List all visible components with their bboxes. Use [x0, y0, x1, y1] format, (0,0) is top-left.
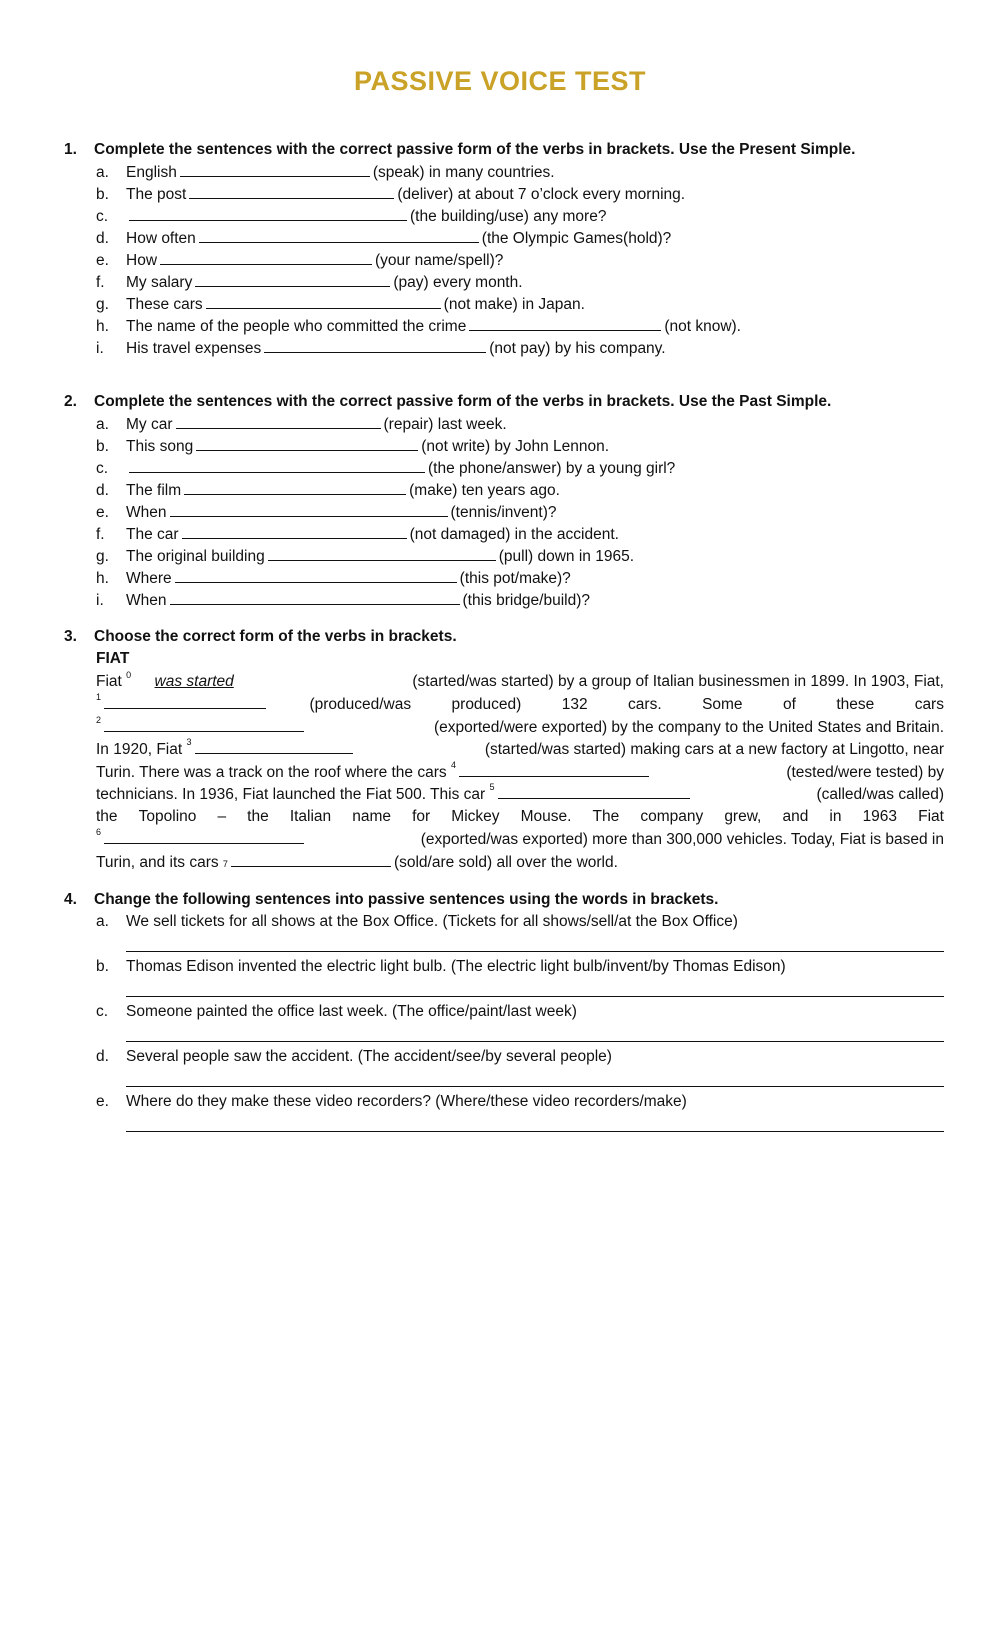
list-item: d. The film (make) ten years ago.	[96, 479, 944, 501]
list-item: a. English (speak) in many countries.	[96, 161, 944, 183]
question-2-items	[96, 413, 944, 611]
paragraph-line: the Topolino – the Italian name for Mickey Mouse. The company grew, and in 1963 Fiat	[96, 807, 944, 825]
list-item: b. The post (deliver) at about 7 o’clock every morning.	[96, 183, 944, 205]
example-answer: was started	[154, 672, 234, 690]
fiat-paragraph	[96, 648, 944, 873]
fiat-heading: FIAT	[96, 650, 130, 667]
paragraph-line: technicians. In 1936, Fiat launched the Fiat 500. This car $^5$ (called/was called)	[96, 782, 944, 803]
answer-blank[interactable]	[199, 227, 479, 243]
answer-line[interactable]	[126, 1023, 944, 1042]
list-item: f. The car (not damaged) in the accident.	[96, 523, 944, 545]
answer-blank[interactable]	[170, 589, 460, 605]
answer-blank[interactable]	[104, 828, 304, 844]
list-item: e. How (your name/spell)?	[96, 249, 944, 271]
list-item: c. Someone painted the office last week. (The office/paint/last week)	[96, 1003, 577, 1020]
list-item: e. Where do they make these video recorders? (Where/these video recorders/make)	[96, 1093, 687, 1110]
list-item: i. When (this bridge/build)?	[96, 589, 944, 611]
answer-blank[interactable]	[498, 783, 690, 799]
answer-blank[interactable]	[176, 413, 381, 429]
question-1-items	[96, 161, 944, 359]
paragraph-line: Fiat $^0$ was started (started/was started) by a group of Italian businessmen in 1899. In 1903, Fiat,	[96, 671, 944, 694]
paragraph-line: $^1$ (produced/was produced) 132 cars. Some of these cars	[96, 692, 944, 713]
list-item: a. My car (repair) last week.	[96, 413, 944, 435]
paragraph-line: In 1920, Fiat $^3$ (started/was started) making cars at a new factory at Lingotto, near	[96, 737, 944, 758]
paragraph-line: $^2$ (exported/were exported) by the company to the United States and Britain.	[96, 714, 944, 736]
list-item: f. My salary (pay) every month.	[96, 271, 944, 293]
list-item: c. (the building/use) any more?	[96, 205, 944, 227]
list-item: c. (the phone/answer) by a young girl?	[96, 457, 944, 479]
answer-blank[interactable]	[170, 501, 448, 517]
list-item: e. When (tennis/invent)?	[96, 501, 944, 523]
list-item: b. Thomas Edison invented the electric light bulb. (The electric light bulb/invent/by Thomas Edison)	[96, 958, 786, 975]
answer-line[interactable]	[126, 1113, 944, 1132]
list-item: d. How often (the Olympic Games(hold)?	[96, 227, 944, 249]
answer-line[interactable]	[126, 1068, 944, 1087]
list-item: h. The name of the people who committed the crime (not know).	[96, 315, 944, 337]
answer-blank[interactable]	[231, 851, 391, 867]
answer-line[interactable]	[126, 978, 944, 997]
question-3	[64, 626, 944, 873]
question-4	[64, 889, 944, 1136]
question-4-items	[96, 911, 944, 1132]
answer-blank[interactable]	[175, 567, 457, 583]
answer-line[interactable]	[126, 933, 944, 952]
question-2	[64, 391, 944, 611]
answer-blank[interactable]	[195, 271, 390, 287]
paragraph-line: Turin. There was a track on the roof where the cars $^4$ (tested/were tested) by	[96, 759, 944, 781]
list-item: d. Several people saw the accident. (The accident/see/by several people)	[96, 1048, 612, 1065]
question-4-instruction: 4. Change the following sentences into passive sentences using the words in brackets.	[64, 891, 719, 908]
list-item: g. These cars (not make) in Japan.	[96, 293, 944, 315]
question-1	[64, 139, 944, 359]
list-item: i. His travel expenses (not pay) by his company.	[96, 337, 944, 359]
answer-blank[interactable]	[129, 205, 407, 221]
question-3-instruction: 3. Choose the correct form of the verbs in brackets.	[64, 628, 457, 645]
list-item: a. We sell tickets for all shows at the Box Office. (Tickets for all shows/sell/at the Box Office)	[96, 913, 738, 930]
list-item: b. This song (not write) by John Lennon.	[96, 435, 944, 457]
question-1-instruction: 1. Complete the sentences with the correct passive form of the verbs in brackets. Use the Present Simple.	[64, 141, 856, 158]
answer-blank[interactable]	[182, 523, 407, 539]
list-item: g. The original building (pull) down in 1965.	[96, 545, 944, 567]
list-item: h. Where (this pot/make)?	[96, 567, 944, 589]
question-2-instruction: 2. Complete the sentences with the correct passive form of the verbs in brackets. Use the Past Simple.	[64, 393, 832, 410]
answer-blank[interactable]	[180, 161, 370, 177]
answer-blank[interactable]	[104, 716, 304, 732]
answer-blank[interactable]	[104, 693, 266, 709]
page-title: PASSIVE VOICE TEST	[353, 66, 647, 96]
paragraph-line: $^6$ (exported/was exported) more than 300,000 vehicles. Today, Fiat is based in	[96, 827, 944, 848]
answer-blank[interactable]	[268, 545, 496, 561]
answer-blank[interactable]	[459, 761, 649, 777]
answer-blank[interactable]	[195, 738, 353, 754]
answer-blank[interactable]	[469, 315, 661, 331]
answer-blank[interactable]	[206, 293, 441, 309]
answer-blank[interactable]	[189, 183, 394, 199]
paragraph-line: Turin, and its cars 7 (sold/are sold) all over the world.	[96, 851, 944, 874]
answer-blank[interactable]	[196, 435, 418, 451]
answer-blank[interactable]	[129, 457, 425, 473]
answer-blank[interactable]	[264, 337, 486, 353]
answer-blank[interactable]	[160, 249, 372, 265]
answer-blank[interactable]	[184, 479, 406, 495]
